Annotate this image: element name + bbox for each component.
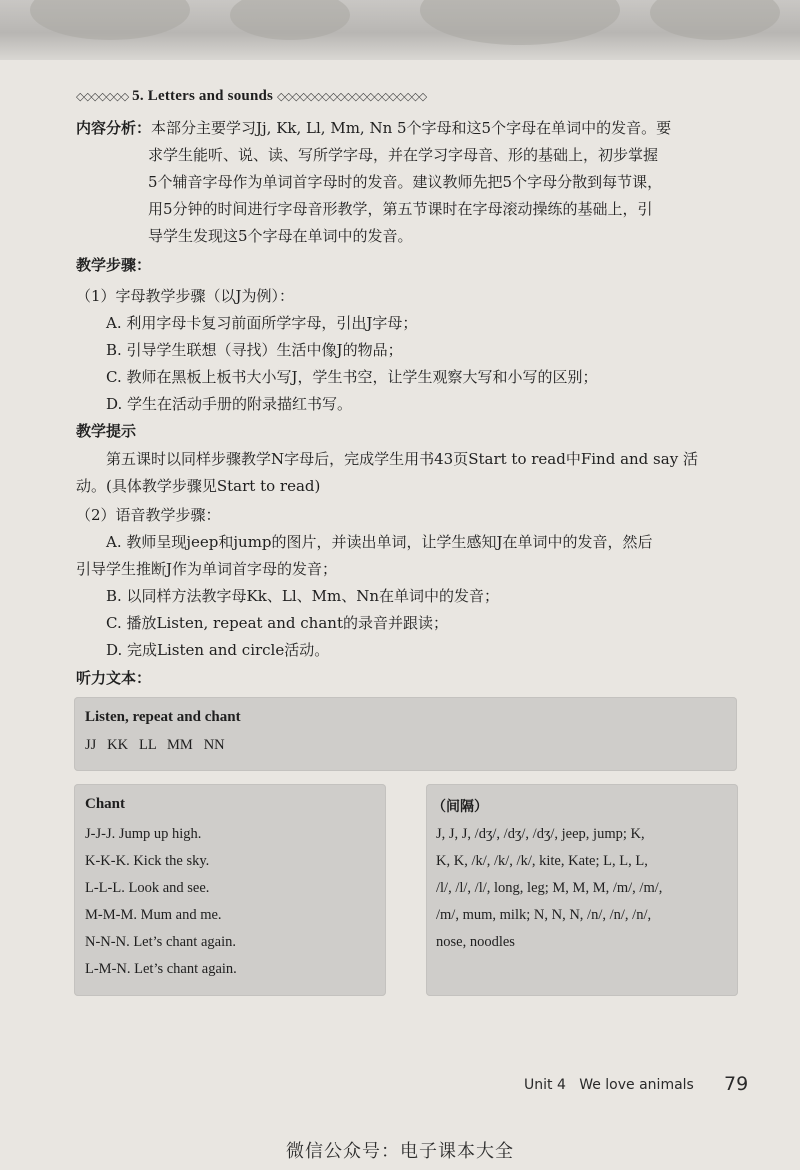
chant-title: Chant (85, 796, 126, 812)
listen-repeat-box (74, 697, 737, 771)
analysis-label: 内容分析： (76, 119, 152, 137)
chant-line: J-J-J. Jump up high. (85, 826, 202, 842)
interval-box (426, 784, 738, 996)
tip-line-2: 动。(具体教学步骤见Start to read) (76, 477, 321, 495)
analysis-line: 5个辅音字母作为单词首字母时的发音。建议教师先把5个字母分散到每节课， (148, 173, 663, 191)
top-banner-image (0, 0, 800, 60)
section-title-text: 5. Letters and sounds (132, 88, 274, 104)
section-title (76, 88, 426, 105)
part2-item: B. 以同样方法教字母Kk、Ll、Mm、Nn在单词中的发音； (106, 587, 499, 605)
chant-line: L-M-N. Let’s chant again. (85, 961, 237, 977)
part1-item: B. 引导学生联想（寻找）生活中像J的物品； (106, 341, 403, 359)
part1-item: A. 利用字母卡复习前面所学字母，引出J字母； (106, 314, 418, 332)
analysis-line: 求学生能听、说、读、写所学字母，并在学习字母音、形的基础上，初步掌握 (148, 146, 659, 164)
part2-item-a-cont: 引导学生推断J作为单词首字母的发音； (76, 560, 338, 578)
analysis-line: 导学生发现这5个字母在单词中的发音。 (148, 227, 413, 245)
content-analysis (76, 115, 744, 250)
interval-line: J, J, J, /dʒ/, /dʒ/, /dʒ/, jeep, jump; K, (436, 826, 645, 842)
interval-line: K, K, /k/, /k/, /k/, kite, Kate; L, L, L, (436, 853, 648, 869)
part1-title: （1）字母教学步骤（以J为例）： (76, 287, 295, 305)
tip-line-1: 第五课时以同样步骤教学N字母后，完成学生用书43页Start to read中Find and say 活 (106, 450, 698, 468)
chant-line: K-K-K. Kick the sky. (85, 853, 210, 869)
part2-item: D. 完成Listen and circle活动。 (106, 641, 330, 659)
interval-title: （间隔） (432, 799, 488, 815)
listen-repeat-title: Listen, repeat and chant (85, 709, 241, 725)
page-content (0, 60, 800, 1170)
listening-heading: 听力文本： (76, 669, 152, 687)
part1-item: C. 教师在黑板上板书大小写J，学生书空，让学生观察大写和小写的区别； (106, 368, 598, 386)
chant-line: L-L-L. Look and see. (85, 880, 210, 896)
part2-title: （2）语音教学步骤： (76, 506, 221, 524)
analysis-line: 用5分钟的时间进行字母音形教学，第五节课时在字母滚动操练的基础上，引 (148, 200, 653, 218)
steps-heading: 教学步骤： (76, 256, 152, 274)
section-ornament-right: ◇◇◇◇◇◇◇◇◇◇◇◇◇◇◇◇◇◇◇◇ (277, 91, 427, 103)
chant-line: N-N-N. Let’s chant again. (85, 934, 236, 950)
page-number: 79 (724, 1073, 749, 1095)
letter-pairs: JJ KK LL MM NN (85, 737, 225, 753)
chant-box (74, 784, 386, 996)
part1-item: D. 学生在活动手册的附录描红书写。 (106, 395, 353, 413)
section-ornament-left: ◇◇◇◇◇◇◇ (76, 91, 129, 103)
interval-line: /l/, /l/, /l/, long, leg; M, M, M, /m/, /m/, (436, 880, 663, 896)
chant-line: M-M-M. Mum and me. (85, 907, 222, 923)
part2-item-a: A. 教师呈现jeep和jump的图片，并读出单词，让学生感知J在单词中的发音，然后 (106, 533, 653, 551)
interval-line: /m/, mum, milk; N, N, N, /n/, /n/, /n/, (436, 907, 652, 923)
analysis-first-text: 本部分主要学习Jj, Kk, Ll, Mm, Nn 5个字母和这5个字母在单词中的发音。要 (151, 119, 672, 137)
tip-heading: 教学提示 (76, 422, 137, 440)
interval-line: nose, noodles (436, 934, 515, 950)
analysis-first-line (76, 115, 744, 142)
footer-unit-label: Unit 4 We love animals (524, 1077, 694, 1093)
watermark-text: 微信公众号：电子课本大全 (286, 1141, 514, 1162)
part2-item: C. 播放Listen, repeat and chant的录音并跟读； (106, 614, 448, 632)
